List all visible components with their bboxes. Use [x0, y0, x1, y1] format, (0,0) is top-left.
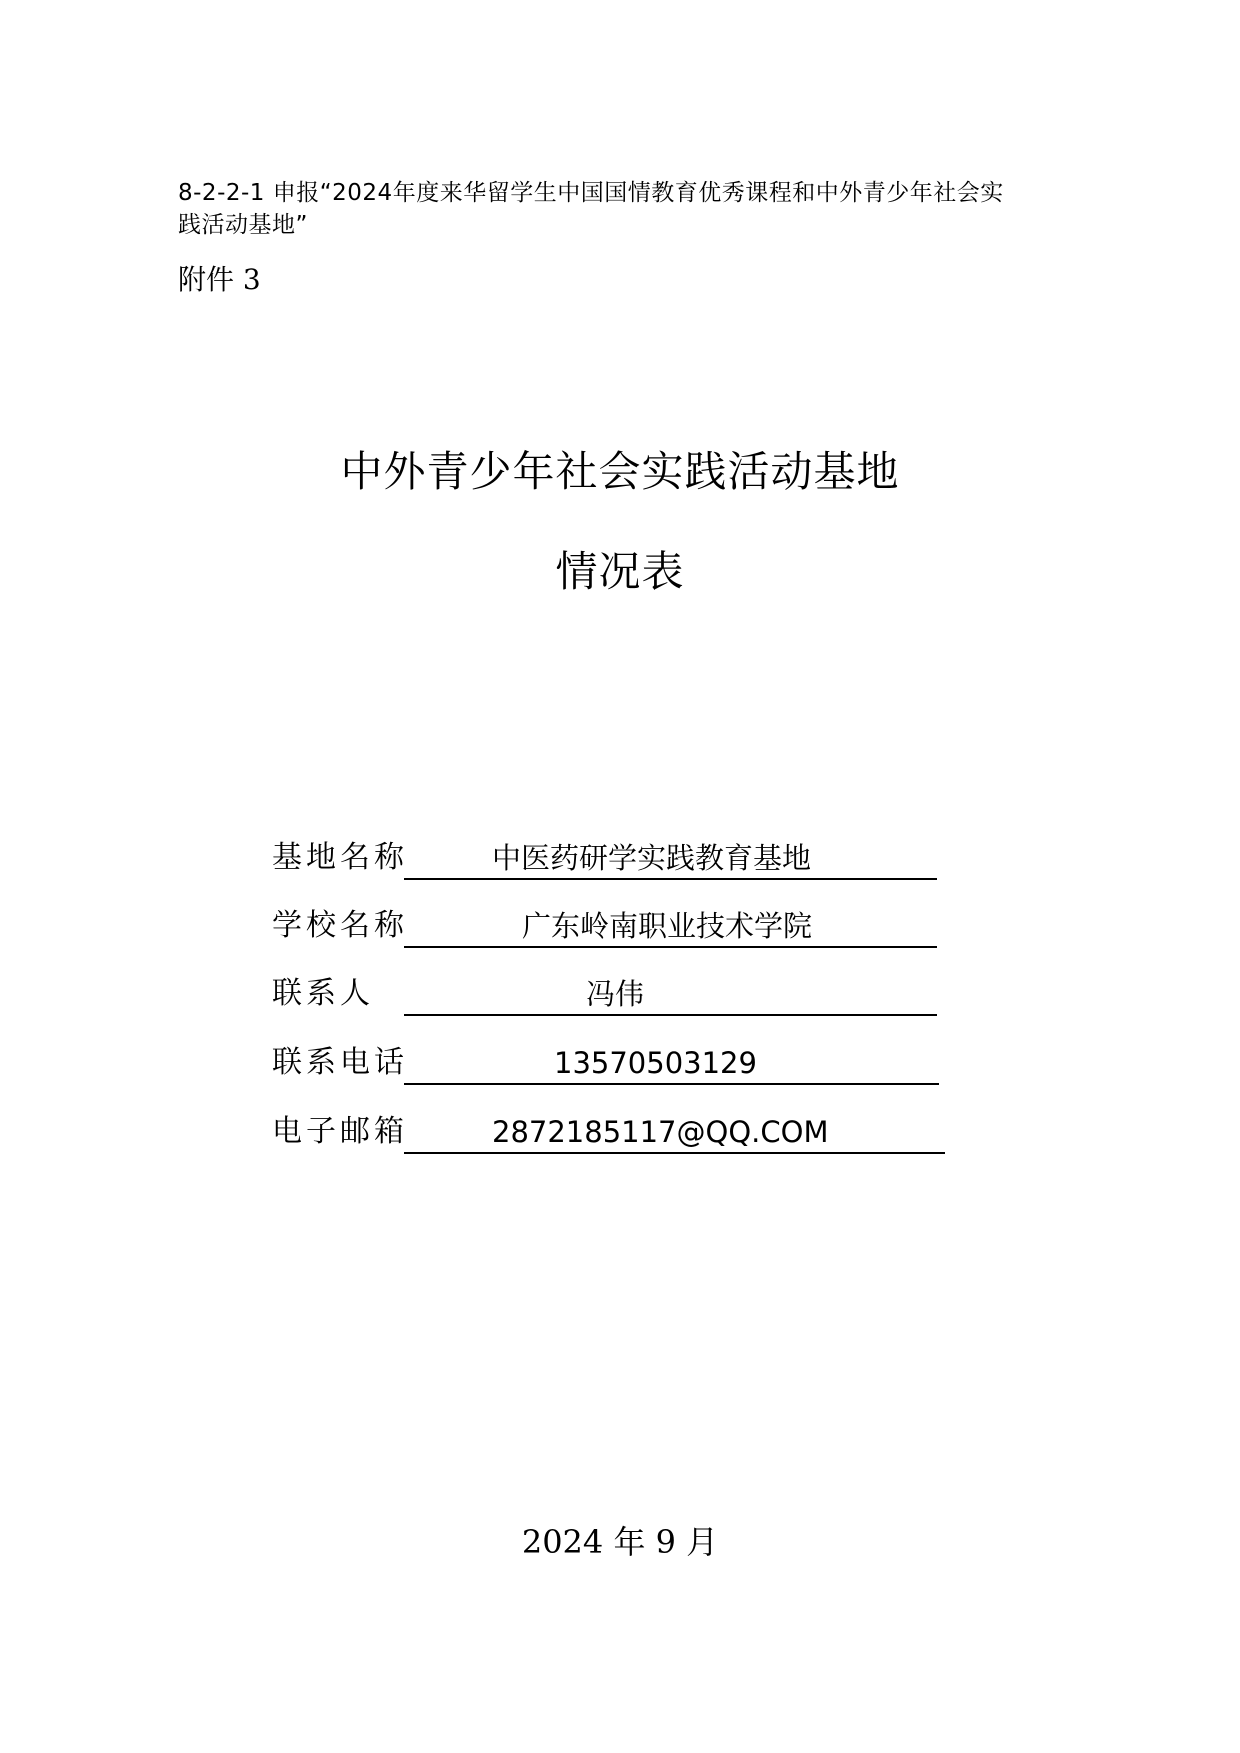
form-row-base-name	[272, 838, 952, 882]
attachment-text: 附件	[178, 263, 235, 296]
contact-person-value: 冯伟	[586, 977, 645, 1011]
contact-person-underline	[404, 1014, 937, 1016]
header-line-1: 8-2-2-1 申报“2024年度来华留学生中国国情教育优秀课程和中外青少年社会实	[178, 180, 1004, 206]
base-name-label: 基地名称	[272, 840, 408, 875]
document-date: 2024 年 9 月	[521, 1523, 719, 1561]
base-name-value: 中医药研学实践教育基地	[492, 841, 812, 875]
form-row-school-name	[272, 906, 952, 950]
school-name-underline	[404, 946, 937, 948]
school-name-label: 学校名称	[272, 908, 408, 943]
email-value: 2872185117@QQ.COM	[492, 1115, 829, 1149]
email-label: 电子邮箱	[272, 1114, 408, 1149]
base-name-underline	[404, 878, 937, 880]
page-title-line-2: 情况表	[555, 547, 685, 596]
form-row-email	[272, 1112, 952, 1156]
email-underline	[404, 1152, 945, 1154]
header-line-2: 践活动基地”	[178, 212, 308, 238]
phone-underline	[404, 1083, 939, 1085]
attachment-number: 3	[242, 263, 261, 296]
phone-value: 13570503129	[554, 1046, 757, 1080]
school-name-value: 广东岭南职业技术学院	[522, 909, 813, 943]
contact-person-label: 联系人	[272, 976, 374, 1011]
attachment-label	[178, 262, 261, 298]
phone-label: 联系电话	[272, 1045, 408, 1080]
form-row-contact-person	[272, 974, 952, 1018]
form-row-phone	[272, 1043, 952, 1087]
page-title-line-1: 中外青少年社会实践活动基地	[340, 447, 900, 496]
